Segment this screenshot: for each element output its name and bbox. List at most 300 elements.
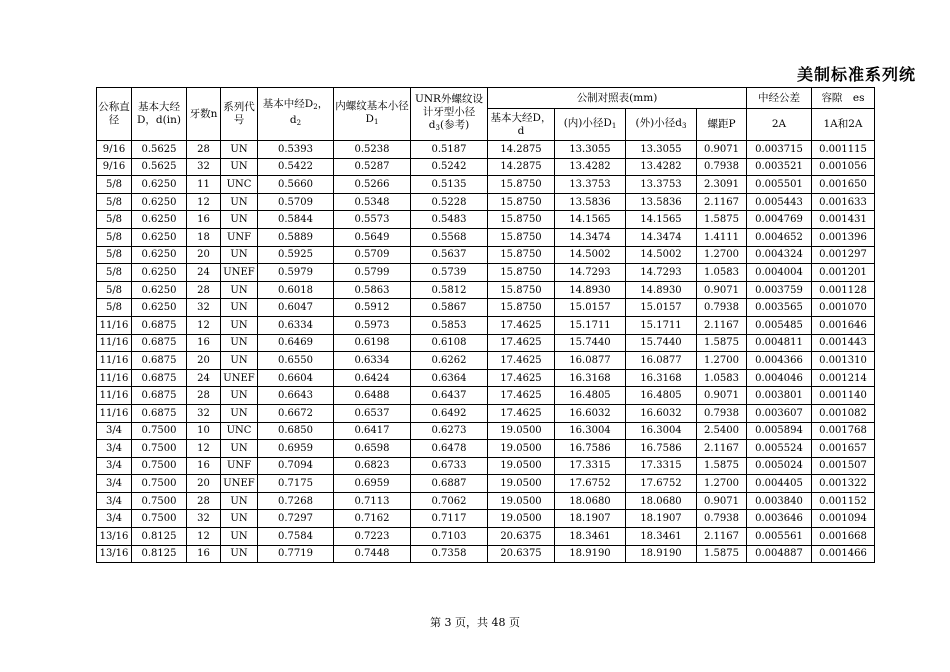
table-cell: 0.9071 (697, 492, 747, 510)
table-row (97, 369, 875, 387)
table-cell: 18.0680 (555, 492, 626, 510)
table-cell: 16.3168 (555, 369, 626, 387)
table-cell: 19.0500 (488, 457, 555, 475)
table-cell: 13.3055 (555, 141, 626, 159)
table-cell: 9/16 (97, 158, 132, 176)
table-row (97, 141, 875, 159)
table-row (97, 510, 875, 528)
table-cell: 0.6875 (132, 352, 187, 370)
table-cell: 0.7500 (132, 510, 187, 528)
table-cell: 11/16 (97, 404, 132, 422)
table-cell: 0.6604 (258, 369, 334, 387)
table-cell: 15.8750 (488, 228, 555, 246)
table-cell: 0.6875 (132, 404, 187, 422)
table-cell: 0.7500 (132, 440, 187, 458)
table-cell: 0.004366 (747, 352, 812, 370)
header-allowance: 容隙 es (812, 88, 875, 109)
table-row (97, 545, 875, 563)
table-cell: 0.001466 (812, 545, 875, 563)
table-cell: 10 (187, 422, 221, 440)
table-cell: 0.6250 (132, 228, 187, 246)
table-cell: 0.7500 (132, 422, 187, 440)
table-row (97, 176, 875, 194)
table-row (97, 440, 875, 458)
table-cell: 0.5889 (258, 228, 334, 246)
table-cell: 16 (187, 334, 221, 352)
table-cell: 13/16 (97, 528, 132, 546)
table-cell: 0.5393 (258, 141, 334, 159)
table-cell: 0.001310 (812, 352, 875, 370)
table-cell: 12 (187, 440, 221, 458)
table-cell: 16.7586 (555, 440, 626, 458)
table-cell: 14.1565 (555, 211, 626, 229)
table-cell: 16.0877 (626, 352, 697, 370)
table-cell: 0.7938 (697, 158, 747, 176)
table-cell: 17.6752 (626, 475, 697, 493)
table-cell: 0.005894 (747, 422, 812, 440)
table-cell: 0.004811 (747, 334, 812, 352)
table-cell: 0.003715 (747, 141, 812, 159)
table-cell: 0.6018 (258, 281, 334, 299)
table-cell: UN (221, 492, 258, 510)
table-cell: 0.5287 (334, 158, 411, 176)
table-cell: 18.1907 (626, 510, 697, 528)
table-cell: 0.5660 (258, 176, 334, 194)
table-cell: 0.6273 (411, 422, 488, 440)
table-cell: 0.003646 (747, 510, 812, 528)
table-cell: 0.7448 (334, 545, 411, 563)
table-cell: 0.5844 (258, 211, 334, 229)
table-cell: 14.2875 (488, 141, 555, 159)
table-cell: 17.4625 (488, 369, 555, 387)
table-cell: 15.8750 (488, 264, 555, 282)
table-cell: 0.5238 (334, 141, 411, 159)
table-cell: 1.0583 (697, 264, 747, 282)
table-cell: 0.6250 (132, 246, 187, 264)
table-body (97, 141, 875, 563)
table-cell: 0.6733 (411, 457, 488, 475)
table-row (97, 299, 875, 317)
table-cell: 16.6032 (555, 404, 626, 422)
table-row (97, 246, 875, 264)
table-cell: 0.5739 (411, 264, 488, 282)
table-cell: 28 (187, 281, 221, 299)
table-cell: 0.8125 (132, 528, 187, 546)
table-cell: 18.9190 (626, 545, 697, 563)
table-cell: 0.005485 (747, 316, 812, 334)
table-row (97, 492, 875, 510)
table-cell: 0.6672 (258, 404, 334, 422)
table-cell: 0.6550 (258, 352, 334, 370)
table-cell: UN (221, 440, 258, 458)
table-cell: 28 (187, 387, 221, 405)
table-cell: 0.6959 (258, 440, 334, 458)
table-cell: 5/8 (97, 264, 132, 282)
table-cell: 0.9071 (697, 281, 747, 299)
table-cell: 0.6850 (258, 422, 334, 440)
table-cell: 16 (187, 211, 221, 229)
table-cell: 0.001768 (812, 422, 875, 440)
table-cell: 0.6364 (411, 369, 488, 387)
table-cell: 17.4625 (488, 316, 555, 334)
header-allowance-class: 1A和2A (812, 109, 875, 141)
table-cell: 0.004046 (747, 369, 812, 387)
table-cell: 5/8 (97, 281, 132, 299)
header-metric-external-minor: (外)小径$d_3$ (626, 109, 697, 141)
table-cell: 1.0583 (697, 369, 747, 387)
table-cell: 0.001056 (812, 158, 875, 176)
table-cell: 0.5812 (411, 281, 488, 299)
table-cell: 0.5625 (132, 141, 187, 159)
table-cell: 1.5875 (697, 457, 747, 475)
table-cell: 17.4625 (488, 387, 555, 405)
table-cell: 17.6752 (555, 475, 626, 493)
table-cell: UNF (221, 228, 258, 246)
table-cell: 16.0877 (555, 352, 626, 370)
table-cell: 16.4805 (555, 387, 626, 405)
table-cell: 2.3091 (697, 176, 747, 194)
table-cell: 0.6875 (132, 369, 187, 387)
table-cell: 20 (187, 352, 221, 370)
table-cell: 0.6478 (411, 440, 488, 458)
table-cell: 0.6488 (334, 387, 411, 405)
header-nominal-diameter: 公称直径 (97, 88, 132, 141)
table-cell: 0.5867 (411, 299, 488, 317)
table-cell: UNEF (221, 264, 258, 282)
table-cell: 0.001082 (812, 404, 875, 422)
table-cell: 0.001152 (812, 492, 875, 510)
table-cell: 16.7586 (626, 440, 697, 458)
table-cell: UNEF (221, 369, 258, 387)
table-cell: 0.6537 (334, 404, 411, 422)
table-cell: 14.7293 (555, 264, 626, 282)
table-cell: 0.7117 (411, 510, 488, 528)
table-header (97, 88, 875, 141)
table-cell: 0.005443 (747, 193, 812, 211)
table-cell: 0.6823 (334, 457, 411, 475)
table-cell: 0.8125 (132, 545, 187, 563)
table-cell: 5/8 (97, 176, 132, 194)
table-row (97, 528, 875, 546)
table-cell: 15.1711 (555, 316, 626, 334)
table-cell: 0.001140 (812, 387, 875, 405)
header-series-code: 系列代号 (221, 88, 258, 141)
table-cell: UN (221, 352, 258, 370)
table-cell: 0.7719 (258, 545, 334, 563)
table-cell: 18.0680 (626, 492, 697, 510)
table-cell: 15.7440 (626, 334, 697, 352)
table-cell: 0.004004 (747, 264, 812, 282)
table-cell: 0.004324 (747, 246, 812, 264)
table-cell: UN (221, 299, 258, 317)
table-cell: 0.004652 (747, 228, 812, 246)
table-cell: 18.1907 (555, 510, 626, 528)
table-cell: 1.2700 (697, 352, 747, 370)
header-threads-per-inch: 牙数n (187, 88, 221, 141)
table-cell: 5/8 (97, 246, 132, 264)
table-cell: 16.3004 (555, 422, 626, 440)
table-cell: 0.5348 (334, 193, 411, 211)
table-cell: 0.5799 (334, 264, 411, 282)
table-cell: 13.3753 (555, 176, 626, 194)
table-cell: 0.5973 (334, 316, 411, 334)
table-cell: 0.7358 (411, 545, 488, 563)
header-metric-pitch: 螺距P (697, 109, 747, 141)
table-cell: 0.6250 (132, 299, 187, 317)
table-cell: 0.5709 (258, 193, 334, 211)
table-cell: UN (221, 334, 258, 352)
table-cell: 32 (187, 158, 221, 176)
table-cell: 17.4625 (488, 404, 555, 422)
table-cell: 0.5422 (258, 158, 334, 176)
table-cell: 3/4 (97, 475, 132, 493)
table-row (97, 158, 875, 176)
table-cell: 3/4 (97, 492, 132, 510)
header-metric-major-dia: 基本大经D，d (488, 109, 555, 141)
table-cell: 0.6875 (132, 316, 187, 334)
table-cell: 0.005524 (747, 440, 812, 458)
header-pitch-tolerance: 中经公差 (747, 88, 812, 109)
table-cell: 15.8750 (488, 193, 555, 211)
table-cell: 2.1167 (697, 193, 747, 211)
table-cell: 0.9071 (697, 387, 747, 405)
table-cell: 0.6250 (132, 264, 187, 282)
table-cell: 0.6250 (132, 211, 187, 229)
table-cell: 0.6250 (132, 193, 187, 211)
table-cell: UN (221, 158, 258, 176)
header-internal-minor-dia: 内螺纹基本小径$D_1$ (334, 88, 411, 141)
table-cell: 20 (187, 475, 221, 493)
table-cell: 15.8750 (488, 281, 555, 299)
table-cell: 17.3315 (626, 457, 697, 475)
table-cell: 0.005024 (747, 457, 812, 475)
table-cell: 0.5637 (411, 246, 488, 264)
table-cell: 0.001094 (812, 510, 875, 528)
table-cell: 14.8930 (626, 281, 697, 299)
table-cell: 11/16 (97, 334, 132, 352)
table-cell: 15.8750 (488, 211, 555, 229)
table-cell: 0.6198 (334, 334, 411, 352)
table-cell: 0.005501 (747, 176, 812, 194)
table-cell: 1.2700 (697, 475, 747, 493)
table-cell: 0.6334 (334, 352, 411, 370)
table-cell: 0.6887 (411, 475, 488, 493)
table-cell: 0.001115 (812, 141, 875, 159)
table-cell: 0.7268 (258, 492, 334, 510)
table-cell: 0.003521 (747, 158, 812, 176)
table-cell: 0.5242 (411, 158, 488, 176)
table-cell: 1.4111 (697, 228, 747, 246)
table-cell: 0.001070 (812, 299, 875, 317)
table-cell: 5/8 (97, 299, 132, 317)
table-cell: 20 (187, 246, 221, 264)
table-cell: UNEF (221, 475, 258, 493)
table-cell: 0.5266 (334, 176, 411, 194)
table-cell: 0.001657 (812, 440, 875, 458)
table-cell: 11/16 (97, 352, 132, 370)
table-cell: 5/8 (97, 193, 132, 211)
table-cell: 18.9190 (555, 545, 626, 563)
table-cell: 0.7223 (334, 528, 411, 546)
table-cell: 17.3315 (555, 457, 626, 475)
table-cell: 14.1565 (626, 211, 697, 229)
table-cell: 16 (187, 545, 221, 563)
table-cell: 0.6424 (334, 369, 411, 387)
table-cell: 19.0500 (488, 510, 555, 528)
table-cell: 13/16 (97, 545, 132, 563)
header-basic-pitch-dia: 基本中经$D_2$，$d_2$ (258, 88, 334, 141)
table-cell: 17.4625 (488, 352, 555, 370)
table-cell: 0.001128 (812, 281, 875, 299)
table-cell: 0.7094 (258, 457, 334, 475)
table-row (97, 193, 875, 211)
table-cell: 3/4 (97, 510, 132, 528)
thread-spec-table (96, 87, 875, 563)
table-cell: UN (221, 281, 258, 299)
table-cell: 12 (187, 528, 221, 546)
table-cell: 14.5002 (555, 246, 626, 264)
table-cell: 0.5568 (411, 228, 488, 246)
table-cell: 0.7103 (411, 528, 488, 546)
table-cell: 13.3055 (626, 141, 697, 159)
table-cell: 0.6492 (411, 404, 488, 422)
table-cell: 13.4282 (626, 158, 697, 176)
table-cell: 0.9071 (697, 141, 747, 159)
table-cell: 15.7440 (555, 334, 626, 352)
table-cell: 12 (187, 193, 221, 211)
table-cell: UN (221, 193, 258, 211)
table-cell: 12 (187, 316, 221, 334)
table-cell: UN (221, 510, 258, 528)
table-cell: 24 (187, 264, 221, 282)
table-cell: 20.6375 (488, 545, 555, 563)
table-cell: 17.4625 (488, 334, 555, 352)
header-metric-internal-minor: (内)小径$D_1$ (555, 109, 626, 141)
table-cell: 0.5625 (132, 158, 187, 176)
table-cell: 0.6417 (334, 422, 411, 440)
table-cell: UNF (221, 457, 258, 475)
table-cell: 14.3474 (555, 228, 626, 246)
table-cell: UN (221, 211, 258, 229)
table-cell: 15.8750 (488, 176, 555, 194)
table-cell: 19.0500 (488, 422, 555, 440)
table-cell: 0.001214 (812, 369, 875, 387)
table-cell: 0.7175 (258, 475, 334, 493)
table-row (97, 387, 875, 405)
table-cell: 0.5912 (334, 299, 411, 317)
table-cell: 14.3474 (626, 228, 697, 246)
table-row (97, 352, 875, 370)
table-cell: 0.001322 (812, 475, 875, 493)
table-cell: 0.005561 (747, 528, 812, 546)
table-cell: 0.7162 (334, 510, 411, 528)
table-cell: 0.6875 (132, 387, 187, 405)
table-cell: 18 (187, 228, 221, 246)
table-cell: 32 (187, 299, 221, 317)
table-cell: UNC (221, 176, 258, 194)
table-cell: 5/8 (97, 211, 132, 229)
table-cell: 0.6469 (258, 334, 334, 352)
table-cell: 19.0500 (488, 440, 555, 458)
table-cell: 0.001668 (812, 528, 875, 546)
table-cell: 28 (187, 141, 221, 159)
table-cell: 5/8 (97, 228, 132, 246)
table-row (97, 404, 875, 422)
table-cell: 14.7293 (626, 264, 697, 282)
table-cell: UN (221, 404, 258, 422)
table-cell: 0.001650 (812, 176, 875, 194)
table-cell: 0.7113 (334, 492, 411, 510)
table-cell: UN (221, 246, 258, 264)
table-cell: 0.5135 (411, 176, 488, 194)
table-cell: 0.6108 (411, 334, 488, 352)
table-cell: UN (221, 528, 258, 546)
table-cell: 0.6598 (334, 440, 411, 458)
table-cell: 0.6959 (334, 475, 411, 493)
table-cell: 14.2875 (488, 158, 555, 176)
table-cell: 0.5709 (334, 246, 411, 264)
table-row (97, 457, 875, 475)
table-cell: 19.0500 (488, 492, 555, 510)
table-cell: 9/16 (97, 141, 132, 159)
table-cell: 3/4 (97, 422, 132, 440)
table-cell: 13.5836 (555, 193, 626, 211)
table-cell: 11 (187, 176, 221, 194)
table-cell: 0.003607 (747, 404, 812, 422)
table-cell: 32 (187, 510, 221, 528)
table-cell: 15.8750 (488, 299, 555, 317)
table-cell: 20.6375 (488, 528, 555, 546)
table-cell: 15.1711 (626, 316, 697, 334)
table-cell: 32 (187, 404, 221, 422)
table-cell: 0.5573 (334, 211, 411, 229)
table-cell: 0.004887 (747, 545, 812, 563)
table-cell: 0.7500 (132, 492, 187, 510)
table-cell: 16.6032 (626, 404, 697, 422)
table-cell: 0.6047 (258, 299, 334, 317)
table-cell: 28 (187, 492, 221, 510)
table-cell: 16.4805 (626, 387, 697, 405)
table-cell: 0.5228 (411, 193, 488, 211)
table-cell: 2.1167 (697, 440, 747, 458)
table-cell: 11/16 (97, 369, 132, 387)
table-cell: 1.5875 (697, 211, 747, 229)
table-cell: 16.3168 (626, 369, 697, 387)
table-row (97, 211, 875, 229)
table-cell: 3/4 (97, 440, 132, 458)
table-cell: 0.6875 (132, 334, 187, 352)
page-title: 美制标准系列统 (796, 65, 916, 84)
table-cell: 0.5853 (411, 316, 488, 334)
table-cell: 0.001507 (812, 457, 875, 475)
table-cell: 0.001201 (812, 264, 875, 282)
table-cell: 0.003840 (747, 492, 812, 510)
header-unr-minor-dia: UNR外螺纹设计牙型小径$d_3$(参考) (411, 88, 488, 141)
table-cell: 0.7938 (697, 510, 747, 528)
table-cell: 0.001431 (812, 211, 875, 229)
table-cell: 0.6262 (411, 352, 488, 370)
table-cell: 0.003565 (747, 299, 812, 317)
table-cell: 0.001297 (812, 246, 875, 264)
table-cell: 15.0157 (626, 299, 697, 317)
table-cell: 0.7500 (132, 457, 187, 475)
table-row (97, 475, 875, 493)
table-cell: UN (221, 316, 258, 334)
table-cell: UN (221, 387, 258, 405)
table-cell: 18.3461 (626, 528, 697, 546)
table-cell: 1.5875 (697, 545, 747, 563)
table-cell: 13.3753 (626, 176, 697, 194)
